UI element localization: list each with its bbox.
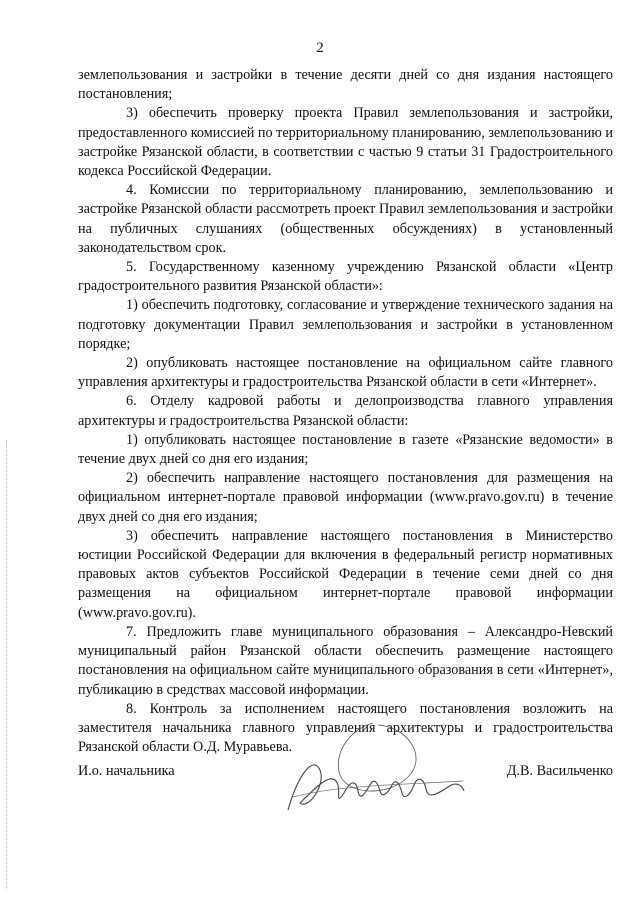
paragraph: 2) опубликовать настоящее постановление на официальном сайте главного управления архитектуры и градостроительства Рязанской области в сети «Интернет». <box>78 355 613 391</box>
paragraph: 6. Отделу кадровой работы и делопроизводства главного управления архитектуры и градостроительства Рязанской области: <box>78 393 613 429</box>
handwritten-signature-icon <box>278 715 468 825</box>
paragraph: 3) обеспечить проверку проекта Правил землепользования и застройки, предоставленного комиссией по территориальному планированию, землепользованию и застройке Рязанской области, в соответствии с частью 9 статьи 31 Градостроительного кодекса Российской Федерации. <box>78 105 613 180</box>
paragraph: 1) обеспечить подготовку, согласование и утверждение технического задания на подготовку документации Правил землепользования и застройки в установленном порядке; <box>78 297 613 352</box>
paragraph: 1) опубликовать настоящее постановление в газете «Рязанские ведомости» в течение двух дней со дня его издания; <box>78 431 613 468</box>
paragraph: землепользования и застройки в течение десяти дней со дня издания настоящего постановления; <box>78 67 613 103</box>
page-number: 2 <box>316 40 324 56</box>
document-body <box>78 66 613 757</box>
signature-block <box>78 740 613 850</box>
paragraph: 3) обеспечить направление настоящего постановления в Министерство юстиции Российской Федерации для включения в федеральный регистр нормативных правовых актов субъектов Российской Федерации в течение семи дней со дня размещения на официальном интернет-портале правовой информации (www.pravo.gov.ru). <box>78 527 613 621</box>
signatory-name: Д.В. Васильченко <box>506 763 613 779</box>
paragraph: 4. Комиссии по территориальному планированию, землепользованию и застройке Рязанской области рассмотреть проект Правил землепользования и застройки на публичных слушаниях (общественных обсуждениях) в установленный законодательством срок. <box>78 182 613 256</box>
scan-edge-divider <box>6 440 8 890</box>
paragraph: 2) обеспечить направление настоящего постановления для размещения на официальном интернет-портале правовой информации (www.pravo.gov.ru) в течение двух дней со дня его издания; <box>78 470 613 525</box>
paragraph: 8. Контроль за исполнением настоящего постановления возложить на заместителя начальника главного управления архитектуры и градостроительства Рязанской области О.Д. Муравьева. <box>78 700 613 756</box>
paragraph: 7. Предложить главе муниципального образования – Александро-Невский муниципальный район Рязанской области обеспечить размещение настоящего постановления на официальном сайте муниципального образования в сети «Интернет», публикацию в средствах массовой информации. <box>78 623 613 698</box>
paragraph: 5. Государственному казенному учреждению Рязанской области «Центр градостроительного развития Рязанской области»: <box>78 259 613 295</box>
signatory-title: И.о. начальника <box>78 763 175 779</box>
